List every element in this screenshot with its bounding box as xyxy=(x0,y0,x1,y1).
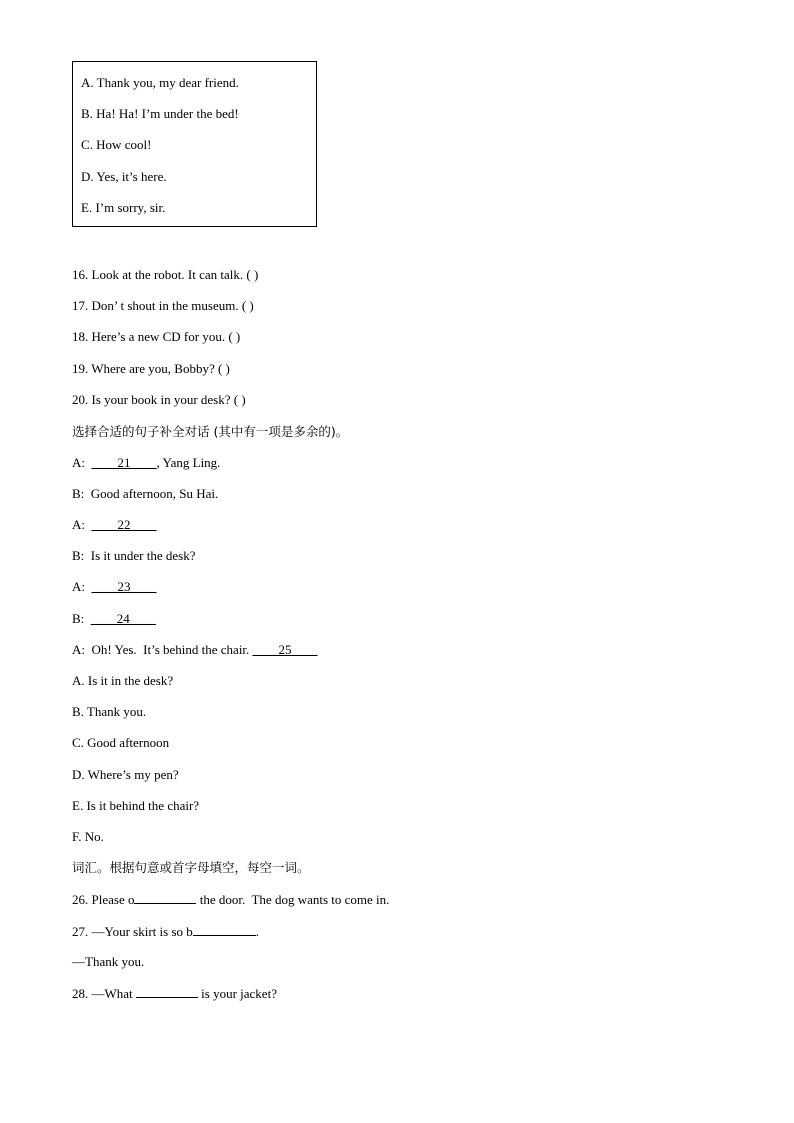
dialogue-prefix: A: xyxy=(72,579,92,594)
question-18: 18. Here’s a new CD for you. ( ) xyxy=(72,329,241,344)
match-option: E. I’m sorry, sir. xyxy=(81,200,166,215)
question-26 xyxy=(72,891,389,908)
question-27-reply: —Thank you. xyxy=(72,954,145,969)
q28-text-before: 28. —What xyxy=(72,986,136,1001)
q27-text-after: . xyxy=(255,924,260,939)
dialogue-suffix: , Yang Ling. xyxy=(156,455,221,470)
match-option: B. Ha! Ha! I’m under the bed! xyxy=(81,106,239,121)
question-17: 17. Don’ t shout in the museum. ( ) xyxy=(72,298,254,313)
dialogue-heading: 选择合适的句子补全对话 (其中有一项是多余的)。 xyxy=(72,424,349,439)
dialogue-blank: ____21____ xyxy=(91,455,157,470)
dialogue-prefix: A: xyxy=(72,455,92,470)
question-16: 16. Look at the robot. It can talk. ( ) xyxy=(72,267,259,282)
dialogue-blank: ____23____ xyxy=(91,579,157,594)
dialogue-line xyxy=(72,548,195,564)
dialogue-option: D. Where’s my pen? xyxy=(72,767,179,782)
dialogue-line xyxy=(72,455,220,471)
fill-blank[interactable] xyxy=(193,923,256,936)
fill-blank[interactable] xyxy=(134,891,196,904)
dialogue-prefix: B: Is it under the desk? xyxy=(72,548,196,563)
dialogue-line xyxy=(72,611,156,627)
fill-blank[interactable] xyxy=(136,985,198,998)
dialogue-blank: ____25____ xyxy=(252,642,318,657)
match-option: D. Yes, it’s here. xyxy=(81,169,167,184)
dialogue-prefix: A: xyxy=(72,517,92,532)
dialogue-prefix: A: Oh! Yes. It’s behind the chair. xyxy=(72,642,253,657)
dialogue-prefix: B: Good afternoon, Su Hai. xyxy=(72,486,219,501)
match-option: A. Thank you, my dear friend. xyxy=(81,75,239,90)
dialogue-prefix: B: xyxy=(72,611,91,626)
q27-text-before: 27. —Your skirt is so b xyxy=(72,924,193,939)
q26-text-before: 26. Please o xyxy=(72,892,135,907)
dialogue-option: F. No. xyxy=(72,829,104,844)
dialogue-blank: ____24____ xyxy=(90,611,156,626)
question-28 xyxy=(72,985,277,1002)
match-option: C. How cool! xyxy=(81,137,152,152)
q28-text-after: is your jacket? xyxy=(197,986,277,1001)
dialogue-line xyxy=(72,642,318,658)
options-box xyxy=(72,61,317,227)
vocab-heading: 词汇。根据句意或首字母填空，每空一词。 xyxy=(72,860,310,875)
dialogue-blank: ____22____ xyxy=(91,517,157,532)
dialogue-line xyxy=(72,486,218,502)
dialogue-line xyxy=(72,579,157,595)
question-20: 20. Is your book in your desk? ( ) xyxy=(72,392,246,407)
dialogue-option: E. Is it behind the chair? xyxy=(72,798,200,813)
question-19: 19. Where are you, Bobby? ( ) xyxy=(72,361,230,376)
dialogue-line xyxy=(72,517,157,533)
dialogue-option: B. Thank you. xyxy=(72,704,147,719)
dialogue-option: A. Is it in the desk? xyxy=(72,673,174,688)
q26-text-after: the door. The dog wants to come in. xyxy=(196,892,390,907)
dialogue-option: C. Good afternoon xyxy=(72,735,170,750)
question-27 xyxy=(72,923,259,940)
